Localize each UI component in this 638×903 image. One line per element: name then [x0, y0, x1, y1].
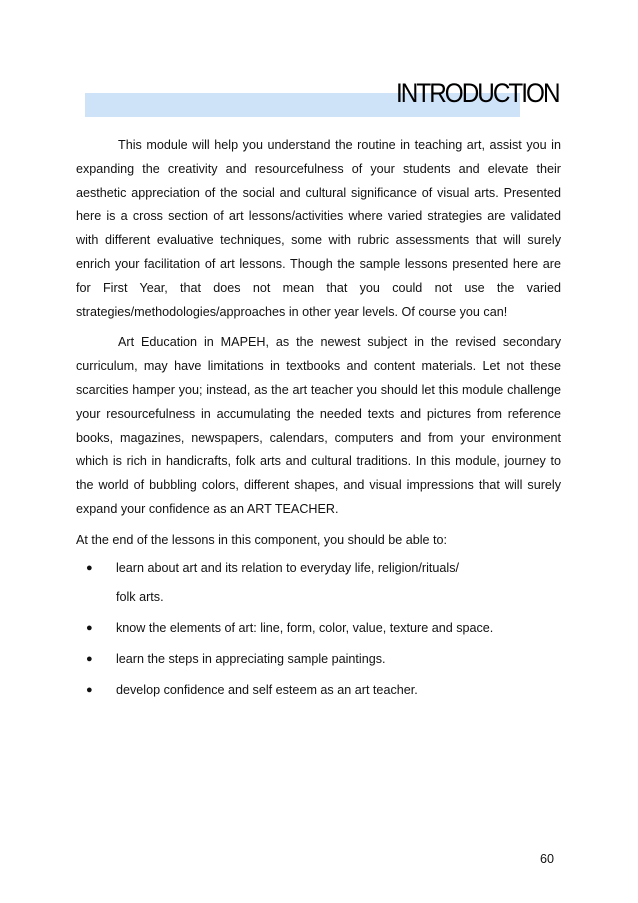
objective-text-continued: folk arts. — [116, 590, 164, 605]
objective-text: learn the steps in appreciating sample paintings. — [116, 651, 386, 666]
page-body — [76, 134, 561, 710]
intro-paragraph-1: This module will help you understand the routine in teaching art, assist you in expanding the creativity and resourcefulness of your students and elevate their aesthetic appreciation of the social and cultural significance of visual arts. Presented here is a cross section of art lessons/activities where varied strategies are validated with different evaluative techniques, some with rubric assessments that will surely enrich your facilitation of art lessons. Though the sample lessons presented here are for First Year, that does not mean that you could not use the varied strategies/methodologies/approaches in other year levels. Of course you can! — [76, 138, 561, 319]
page-title: INTRODUCTION — [396, 78, 559, 108]
objectives-intro: At the end of the lessons in this component, you should be able to: — [76, 532, 448, 547]
objective-text: know the elements of art: line, form, color, value, texture and space. — [116, 621, 494, 636]
list-item — [76, 679, 561, 703]
intro-paragraph-2: Art Education in MAPEH, as the newest subject in the revised secondary curriculum, may have limitations in textbooks and content materials. Let not these scarcities hamper you; instead, as the art teacher you should let this module challenge your resourcefulness in accumulating the needed texts and pictures from reference books, magazines, newspapers, calendars, computers and from your environment which is rich in handicrafts, folk arts and cultural traditions. In this module, journey to the world of bubbling colors, different shapes, and visual impressions that will surely expand your confidence as an ART TEACHER. — [76, 335, 561, 516]
objective-text: learn about art and its relation to everyday life, religion/rituals/ — [116, 560, 460, 575]
objective-text: develop confidence and self esteem as an art teacher. — [116, 682, 418, 697]
objectives-list — [76, 557, 561, 703]
bullet-icon: ● — [86, 652, 93, 665]
page-number: 60 — [540, 852, 555, 866]
bullet-icon: ● — [86, 683, 93, 696]
list-item — [76, 617, 561, 641]
bullet-icon: ● — [86, 561, 93, 574]
list-item — [76, 648, 561, 672]
list-item — [76, 557, 561, 611]
bullet-icon: ● — [86, 622, 93, 635]
